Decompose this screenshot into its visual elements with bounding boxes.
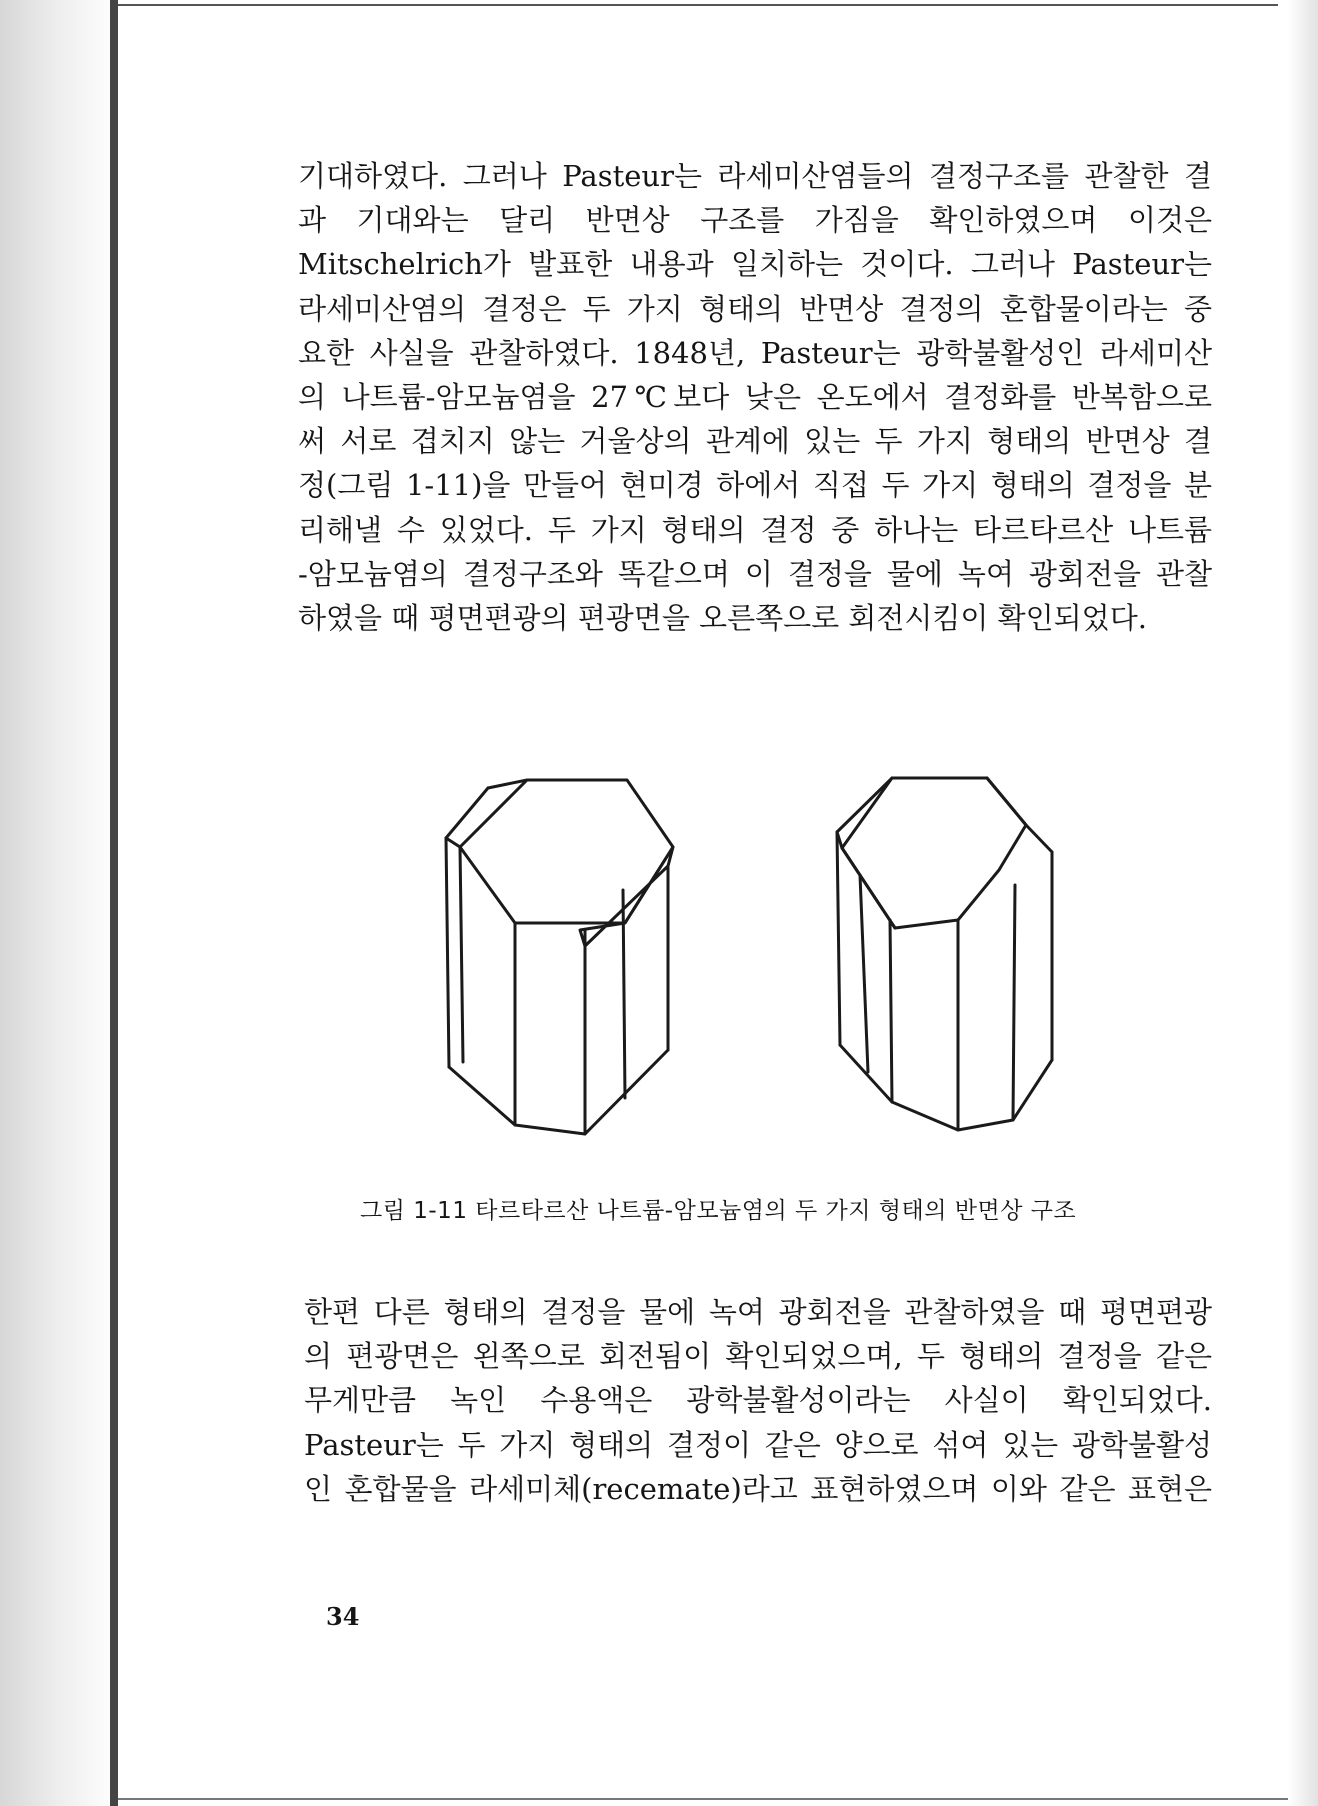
figure-caption: 그림 1-11 타르타르산 나트륨-암모늄염의 두 가지 형태의 반면상 구조 <box>360 1198 1077 1224</box>
crystal-left-edge-2 <box>460 847 463 1062</box>
crystal-right-bottom <box>840 1045 1052 1130</box>
body-paragraph-top <box>298 154 1212 640</box>
crystal-right-bevel-b <box>987 778 1026 825</box>
crystal-left-edge-5 <box>623 890 625 1098</box>
text-line: 의 나트륨-암모늄염을 27℃보다 낮은 온도에서 결정화를 반복함으로 <box>298 380 1212 415</box>
crystal-left-top-face <box>460 780 673 923</box>
crystal-left-bevel-left <box>446 838 460 847</box>
crystal-right-bevel-a <box>1026 825 1052 852</box>
page-gutter-shadow <box>0 0 118 1806</box>
page-right-shadow <box>1288 0 1318 1806</box>
text-line: Pasteur는 두 가지 형태의 결정이 같은 양으로 섞여 있는 광학불활성 <box>304 1427 1212 1462</box>
text-line: 인 혼합물을 라세미체(recemate)라고 표현하였으며 이와 같은 표현은 <box>304 1471 1212 1506</box>
crystal-right-edge-2 <box>860 875 868 1072</box>
crystal-left <box>446 780 673 1134</box>
crystal-right-edge-1 <box>837 832 840 1045</box>
crystal-right-bevel-c <box>842 848 895 928</box>
text-line: 한편 다른 형태의 결정을 물에 녹여 광회전을 관찰하였을 때 평면편광 <box>304 1295 1212 1329</box>
text-line: 무게만큼 녹인 수용액은 광학불활성이라는 사실이 확인되었다. <box>304 1383 1212 1418</box>
body-paragraph-bottom <box>304 1290 1212 1511</box>
crystal-left-bevel-outer <box>446 788 488 838</box>
text-line: 라세미산염의 결정은 두 가지 형태의 반면상 결정의 혼합물이라는 중 <box>298 291 1212 326</box>
page-binding-edge <box>110 0 118 1806</box>
page-top-edge <box>118 4 1278 6</box>
crystal-right-edge-3 <box>890 920 892 1102</box>
crystal-left-edge-1 <box>446 838 449 1067</box>
text-line: -암모늄염의 결정구조와 똑같으며 이 결정을 물에 녹여 광회전을 관찰 <box>298 556 1212 591</box>
text-line: 정(그림 1-11)을 만들어 현미경 하에서 직접 두 가지 형태의 결정을 분 <box>298 468 1212 503</box>
text-line: 의 편광면은 왼쪽으로 회전됨이 확인되었으며, 두 형태의 결정을 같은 <box>304 1339 1212 1374</box>
crystal-right <box>837 778 1052 1130</box>
crystal-right-edge-5 <box>1013 885 1015 1120</box>
text-line: 리해낼 수 있었다. 두 가지 형태의 결정 중 하나는 타르타르산 나트륨 <box>298 512 1212 547</box>
crystal-figure <box>440 770 1080 1180</box>
text-line: 하였을 때 평면편광의 편광면을 오른쪽으로 회전시킴이 확인되었다. <box>298 601 1147 636</box>
text-line: 요한 사실을 관찰하였다. 1848년, Pasteur는 광학불활성인 라세미산 <box>298 335 1212 370</box>
text-line: 기대하였다. 그러나 Pasteur는 라세미산염들의 결정구조를 관찰한 결 <box>298 159 1212 193</box>
crystal-left-right-bevel <box>580 847 673 946</box>
page-number: 34 <box>326 1602 360 1631</box>
text-line: 과 기대와는 달리 반면상 구조를 가짐을 확인하였으며 이것은 <box>298 203 1212 238</box>
text-line: Mitschelrich가 발표한 내용과 일치하는 것이다. 그러나 Pasteur는 <box>298 247 1212 282</box>
text-line: 써 서로 겹치지 않는 거울상의 관계에 있는 두 가지 형태의 반면상 결 <box>298 424 1212 459</box>
page-bottom-edge <box>118 1798 1288 1800</box>
crystal-left-bottom <box>449 1050 668 1134</box>
